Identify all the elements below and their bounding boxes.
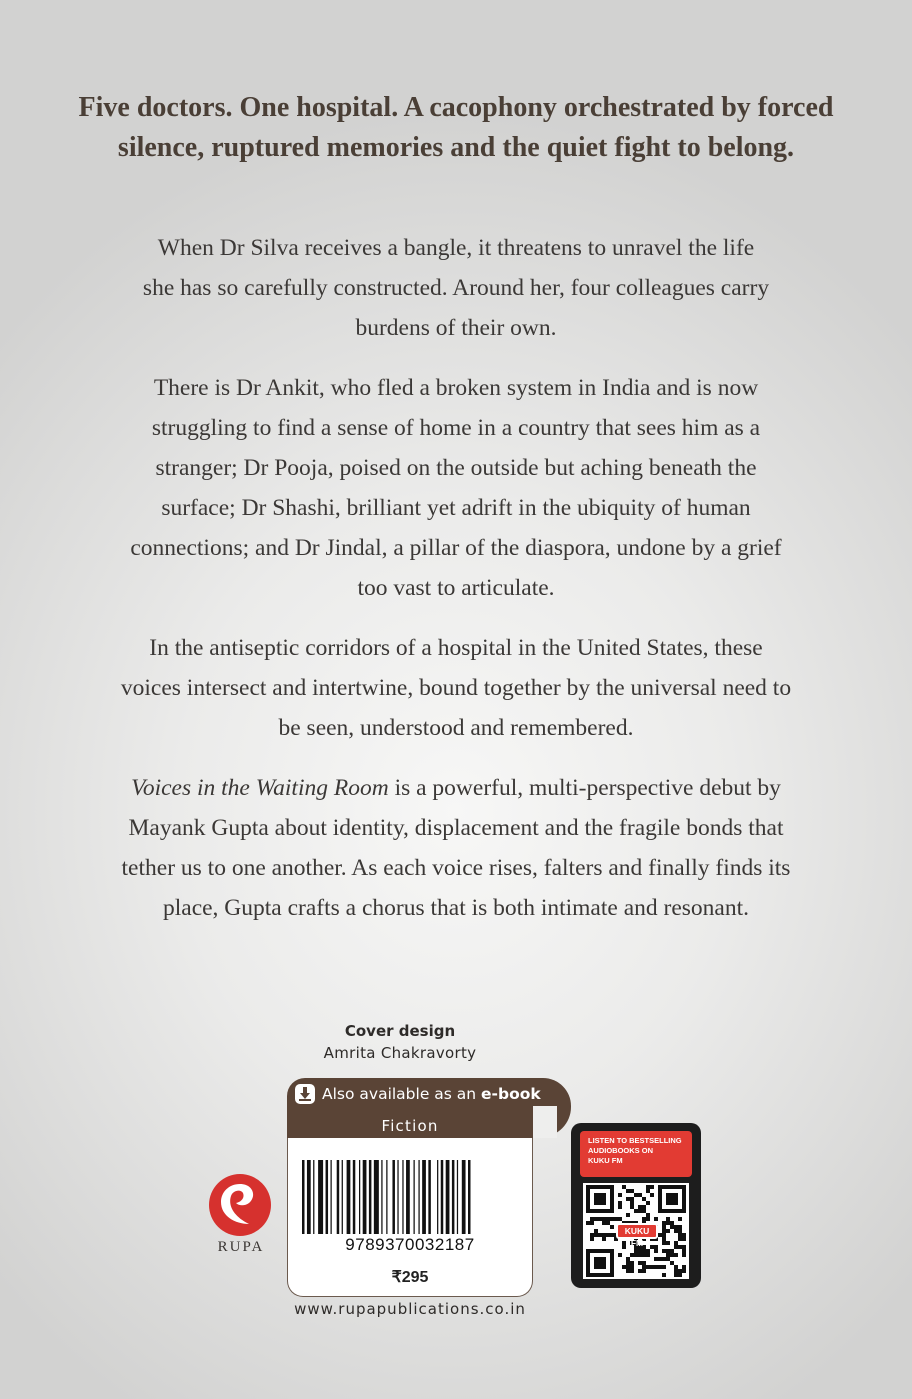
qr-module xyxy=(590,1237,594,1241)
qr-module xyxy=(678,1269,682,1273)
cover-credit-label: Cover design xyxy=(344,1022,456,1040)
barcode-bar xyxy=(452,1160,455,1234)
qr-module xyxy=(594,1229,598,1233)
barcode-bar xyxy=(428,1160,431,1234)
barcode-bar xyxy=(392,1160,395,1234)
qr-module xyxy=(658,1257,662,1261)
qr-module xyxy=(682,1249,686,1253)
blurb-paragraph-3 xyxy=(80,628,832,748)
download-icon xyxy=(295,1084,315,1104)
blurb-paragraph-4 xyxy=(80,768,832,928)
genre-label: Fiction xyxy=(287,1114,533,1138)
qr-module xyxy=(606,1233,610,1237)
barcode-bar xyxy=(326,1160,329,1234)
qr-module xyxy=(666,1217,670,1221)
qr-module xyxy=(638,1209,642,1213)
qr-module xyxy=(662,1237,666,1241)
barcode-bar xyxy=(446,1160,450,1234)
qr-module xyxy=(626,1189,630,1193)
qr-module xyxy=(646,1185,650,1189)
qr-module xyxy=(606,1221,610,1225)
blurb-line: There is Dr Ankit, who fled a broken system in India and is now xyxy=(153,375,759,401)
qr-module xyxy=(642,1217,646,1221)
qr-module xyxy=(590,1233,594,1237)
qr-module xyxy=(662,1229,666,1233)
qr-module xyxy=(594,1233,598,1237)
qr-module xyxy=(654,1249,658,1253)
qr-module xyxy=(666,1249,670,1253)
rupa-logo-icon xyxy=(205,1172,275,1238)
barcode-bar xyxy=(369,1160,372,1234)
qr-module xyxy=(610,1225,614,1229)
qr-module xyxy=(626,1197,630,1201)
qr-module xyxy=(678,1237,682,1241)
tagline xyxy=(40,88,872,168)
qr-module xyxy=(670,1253,674,1257)
qr-module xyxy=(662,1233,666,1237)
blurb-line xyxy=(80,768,832,808)
ebook-prefix: Also available as an xyxy=(322,1085,482,1103)
qr-module xyxy=(674,1241,678,1245)
qr-module xyxy=(630,1253,634,1257)
qr-module xyxy=(678,1273,682,1277)
qr-module xyxy=(682,1253,686,1257)
barcode-bar xyxy=(418,1160,419,1234)
qr-module xyxy=(630,1261,634,1265)
qr-module xyxy=(662,1273,666,1277)
barcode-bar xyxy=(313,1160,314,1234)
price: ₹295 xyxy=(391,1269,429,1286)
qr-module xyxy=(622,1241,626,1245)
promo-line: AUDIOBOOKS ON xyxy=(588,1146,654,1155)
qr-module xyxy=(626,1257,630,1261)
promo-line: LISTEN TO BESTSELLING xyxy=(588,1136,682,1145)
barcode-bar xyxy=(441,1160,444,1234)
qr-module xyxy=(642,1253,646,1257)
qr-module xyxy=(586,1221,590,1225)
qr-module xyxy=(666,1253,670,1257)
qr-module xyxy=(642,1265,646,1269)
qr-module xyxy=(666,1241,670,1245)
qr-module xyxy=(626,1265,630,1269)
qr-module xyxy=(646,1201,650,1205)
qr-module xyxy=(674,1245,678,1249)
qr-module xyxy=(646,1213,650,1217)
qr-module xyxy=(674,1229,678,1233)
qr-module xyxy=(682,1269,686,1273)
qr-module xyxy=(666,1229,670,1233)
qr-module xyxy=(674,1265,678,1269)
blurb-paragraph-1 xyxy=(80,228,832,348)
barcode-bar xyxy=(353,1160,356,1234)
qr-module xyxy=(662,1221,666,1225)
qr-module xyxy=(666,1257,670,1261)
qr-module xyxy=(638,1205,642,1209)
ebook-label xyxy=(322,1085,541,1103)
qr-module xyxy=(638,1193,642,1197)
blurb-line: she has so carefully constructed. Around her, four colleagues carry xyxy=(142,275,770,301)
qr-module xyxy=(634,1249,638,1253)
blurb-line: In the antiseptic corridors of a hospital in the United States, these xyxy=(149,635,763,661)
ebook-bold: e-book xyxy=(481,1085,541,1103)
qr-module xyxy=(682,1233,686,1237)
tagline-line-1: Five doctors. One hospital. A cacophony orchestrated by forced xyxy=(78,92,834,123)
qr-module xyxy=(646,1217,650,1221)
qr-module xyxy=(642,1197,646,1201)
barcode-bar xyxy=(374,1160,379,1234)
barcode-bar xyxy=(302,1160,305,1234)
qr-module xyxy=(598,1233,602,1237)
ebook-banner-notch xyxy=(533,1106,557,1138)
qr-module xyxy=(674,1225,678,1229)
qr-module xyxy=(670,1225,674,1229)
qr-module xyxy=(670,1249,674,1253)
qr-module xyxy=(678,1229,682,1233)
barcode-bar xyxy=(363,1160,367,1234)
qr-module xyxy=(650,1265,654,1269)
blurb-line: When Dr Silva receives a bangle, it threatens to unravel the life xyxy=(157,235,755,261)
qr-module xyxy=(590,1221,594,1225)
qr-module xyxy=(602,1221,606,1225)
qr-module xyxy=(630,1269,634,1273)
qr-module xyxy=(622,1265,626,1269)
barcode-icon xyxy=(302,1160,520,1234)
audiobook-qr-card xyxy=(571,1123,701,1288)
qr-module xyxy=(650,1245,654,1249)
blurb-line: struggling to find a sense of home in a country that sees him as a xyxy=(151,415,761,441)
qr-module xyxy=(638,1269,642,1273)
barcode-bar xyxy=(386,1160,387,1234)
barcode-panel xyxy=(287,1138,533,1297)
qr-module xyxy=(618,1193,622,1197)
qr-module xyxy=(618,1205,622,1209)
publisher-website: www.rupapublications.co.in xyxy=(294,1300,526,1318)
qr-module xyxy=(682,1265,686,1269)
qr-module xyxy=(630,1197,634,1201)
barcode-bar xyxy=(437,1160,438,1234)
qr-module xyxy=(642,1261,646,1265)
qr-module xyxy=(630,1189,634,1193)
barcode-bar xyxy=(307,1160,311,1234)
qr-module xyxy=(634,1209,638,1213)
qr-module xyxy=(594,1217,598,1221)
qr-module xyxy=(598,1217,602,1221)
qr-module xyxy=(646,1189,650,1193)
barcode-bar xyxy=(402,1160,403,1234)
qr-module xyxy=(678,1217,682,1221)
isbn-number: 9789370032187 xyxy=(345,1235,475,1254)
qr-module xyxy=(674,1269,678,1273)
barcode-bar xyxy=(397,1160,398,1234)
promo-line: KUKU FM xyxy=(588,1156,623,1165)
barcode-bar xyxy=(462,1160,466,1234)
qr-module xyxy=(642,1205,646,1209)
qr-module xyxy=(634,1193,638,1197)
cover-designer-name: Amrita Chakravorty xyxy=(323,1044,477,1062)
blurb-line: burdens of their own. xyxy=(355,315,557,341)
publisher-name: RUPA xyxy=(217,1239,265,1255)
barcode-bar xyxy=(381,1160,382,1234)
qr-module xyxy=(658,1233,662,1237)
kuku-fm-badge: KUKU FM xyxy=(616,1223,658,1239)
qr-module xyxy=(626,1269,630,1273)
qr-module xyxy=(610,1233,614,1237)
qr-module xyxy=(602,1217,606,1221)
blurb-line: stranger; Dr Pooja, poised on the outside but aching beneath the xyxy=(155,455,757,481)
qr-module xyxy=(622,1245,626,1249)
qr-module xyxy=(658,1265,662,1269)
qr-module xyxy=(662,1265,666,1269)
qr-module xyxy=(654,1217,658,1221)
qr-module xyxy=(670,1221,674,1225)
barcode-bar xyxy=(468,1160,471,1234)
barcode-bar xyxy=(422,1160,426,1234)
qr-module xyxy=(634,1253,638,1257)
blurb-line: voices intersect and intertwine, bound together by the universal need to xyxy=(120,675,792,701)
qr-module xyxy=(662,1225,666,1229)
cover-credit xyxy=(300,1020,500,1064)
blurb-line: surface; Dr Shashi, brilliant yet adrift in the ubiquity of human xyxy=(161,495,751,521)
barcode-bar xyxy=(359,1160,360,1234)
qr-module xyxy=(646,1249,650,1253)
qr-module xyxy=(662,1241,666,1245)
book-title: Voices in the Waiting Room xyxy=(131,775,389,801)
qr-module xyxy=(630,1265,634,1269)
barcode-bar xyxy=(342,1160,343,1234)
qr-module xyxy=(650,1193,654,1197)
qr-module xyxy=(618,1217,622,1221)
qr-module xyxy=(654,1245,658,1249)
qr-module xyxy=(642,1209,646,1213)
barcode-bar xyxy=(318,1160,323,1234)
qr-module xyxy=(626,1213,630,1217)
qr-module xyxy=(610,1217,614,1221)
blurb-line: tether us to one another. As each voice rises, falters and finally finds its xyxy=(121,855,791,881)
qr-module xyxy=(602,1237,606,1241)
qr-module xyxy=(682,1245,686,1249)
qr-module xyxy=(642,1269,646,1273)
qr-module xyxy=(650,1185,654,1189)
blurb-line: Mayank Gupta about identity, displacement and the fragile bonds that xyxy=(128,815,784,841)
qr-module xyxy=(670,1261,674,1265)
blurb-line: too vast to articulate. xyxy=(357,575,555,601)
qr-finder xyxy=(594,1257,606,1269)
blurb-line: place, Gupta crafts a chorus that is both intimate and resonant. xyxy=(162,895,749,921)
qr-module xyxy=(606,1217,610,1221)
qr-module xyxy=(626,1261,630,1265)
qr-module xyxy=(602,1233,606,1237)
qr-module xyxy=(674,1273,678,1277)
barcode-bar xyxy=(406,1160,410,1234)
audiobook-promo-text xyxy=(580,1131,692,1177)
qr-module xyxy=(618,1201,622,1205)
qr-module xyxy=(678,1233,682,1237)
tagline-line-2: silence, ruptured memories and the quiet fight to belong. xyxy=(117,132,795,163)
blurb-line: be seen, understood and remembered. xyxy=(278,715,634,741)
qr-module xyxy=(674,1253,678,1257)
qr-module xyxy=(638,1249,642,1253)
qr-module xyxy=(682,1237,686,1241)
qr-finder xyxy=(666,1193,678,1205)
qr-module xyxy=(642,1249,646,1253)
qr-module xyxy=(654,1257,658,1261)
qr-module xyxy=(666,1221,670,1225)
qr-module xyxy=(678,1225,682,1229)
qr-module xyxy=(646,1253,650,1257)
qr-module xyxy=(622,1185,626,1189)
qr-module xyxy=(618,1253,622,1257)
qr-module xyxy=(646,1265,650,1269)
ebook-row xyxy=(287,1078,571,1110)
blurb-line: connections; and Dr Jindal, a pillar of the diaspora, undone by a grief xyxy=(130,535,782,561)
qr-module xyxy=(630,1201,634,1205)
qr-code[interactable] xyxy=(583,1183,689,1279)
qr-module xyxy=(662,1257,666,1261)
qr-module xyxy=(654,1265,658,1269)
qr-module xyxy=(590,1217,594,1221)
book-blurb xyxy=(80,228,832,948)
blurb-text: is a powerful, multi-perspective debut by xyxy=(388,775,781,801)
qr-module xyxy=(662,1249,666,1253)
barcode-bar xyxy=(457,1160,458,1234)
qr-module xyxy=(678,1245,682,1249)
qr-module xyxy=(638,1253,642,1257)
qr-module xyxy=(630,1205,634,1209)
qr-finder xyxy=(594,1193,606,1205)
barcode-bar xyxy=(414,1160,415,1234)
barcode-bar xyxy=(337,1160,340,1234)
barcode-bar xyxy=(347,1160,351,1234)
qr-module xyxy=(638,1261,642,1265)
blurb-paragraph-2 xyxy=(80,368,832,608)
qr-module xyxy=(614,1217,618,1221)
barcode-bar xyxy=(331,1160,332,1234)
